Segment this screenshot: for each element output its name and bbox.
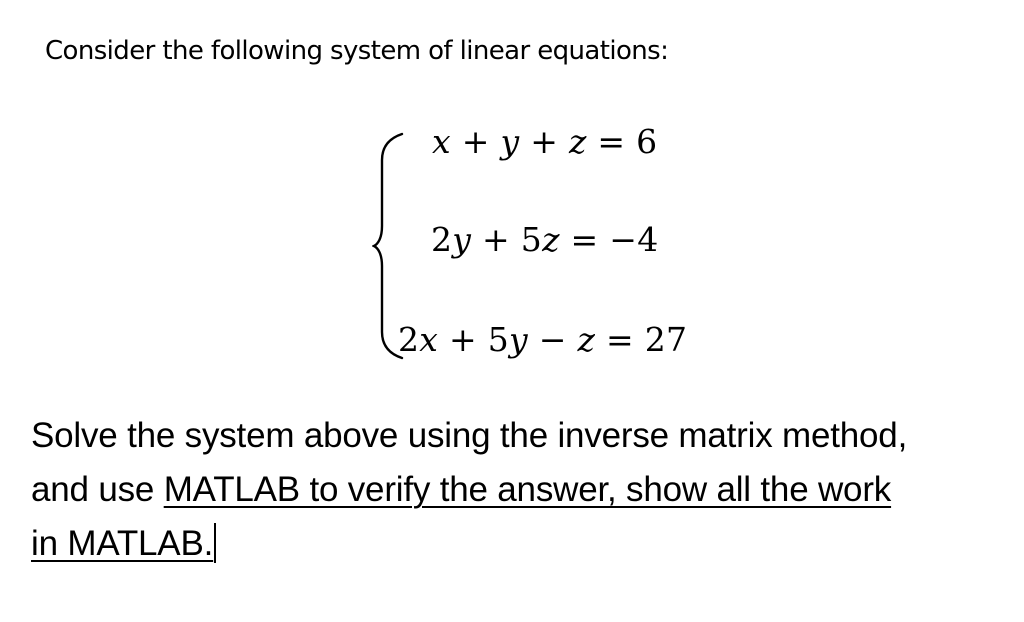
intro-text: Consider the following system of linear equations: [45, 36, 669, 66]
text-cursor [214, 523, 216, 563]
instruction-line-3 [31, 517, 1011, 571]
underlined-text: in MATLAB. [31, 524, 214, 563]
instruction-text: and use [31, 470, 164, 509]
instruction-line-2 [31, 463, 1011, 517]
instruction-line-1: Solve the system above using the inverse matrix method, [31, 416, 908, 455]
equation-1: x + y + z = 6 [432, 122, 658, 161]
instruction-paragraph [31, 409, 1011, 571]
equation-3: 2x + 5y − z = 27 [398, 320, 688, 359]
equation-2: 2y + 5z = −4 [431, 220, 659, 259]
underlined-text: MATLAB to verify the answer, show all the work [163, 470, 892, 509]
